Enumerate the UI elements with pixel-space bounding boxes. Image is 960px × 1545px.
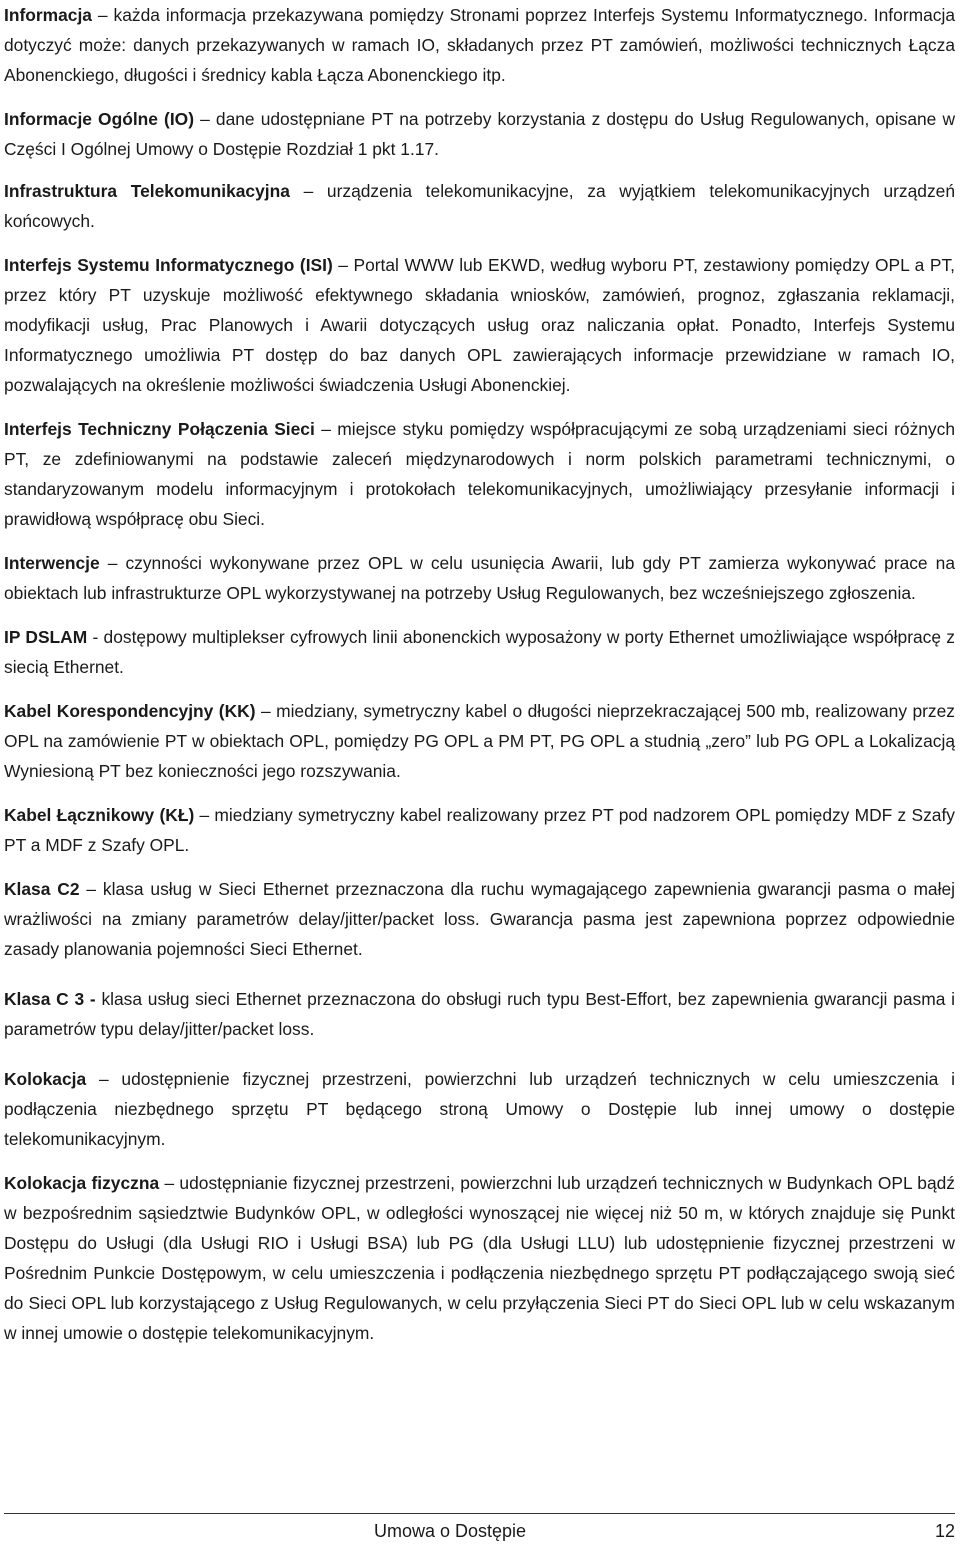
- definition-isi: [4, 250, 955, 400]
- document-body: [4, 0, 955, 1348]
- definition-text: – dane udostępniane PT na potrzeby korzystania z dostępu do Usług Regulowanych, opisane w Części I Ogólnej Umowy o Dostępie Rozdział 1 pkt 1.17.: [4, 109, 956, 159]
- definition-term: Kolokacja fizyczna: [4, 1173, 160, 1193]
- definition-text: – miedziany, symetryczny kabel o długości nieprzekraczającej 500 mb, realizowany przez OPL na zamówienie PT w obiektach OPL, pomiędzy PG OPL a PM PT, PG OPL a studnią „zero” lub PG OPL a Lokalizacją Wyniesioną PT bez konieczności jego rozszywania.: [4, 701, 955, 781]
- definition-term: Infrastruktura Telekomunikacyjna: [4, 181, 290, 201]
- definition-text: - dostępowy multiplekser cyfrowych linii abonenckich wyposażony w porty Ethernet umożliwiające współpracę z siecią Ethernet.: [4, 627, 955, 677]
- definition-kabel-lacznikowy: [4, 800, 955, 860]
- definition-term: Kabel Łącznikowy (KŁ): [4, 805, 195, 825]
- definition-kolokacja: [4, 1064, 955, 1154]
- definition-term: Informacje Ogólne (IO): [4, 109, 195, 129]
- footer-divider: [4, 1513, 955, 1514]
- definition-kolokacja-fizyczna: [4, 1168, 955, 1348]
- definition-text: – każda informacja przekazywana pomiędzy Stronami poprzez Interfejs Systemu Informatycznego. Informacja dotyczyć może: danych przekazywanych w ramach IO, składanych przez PT zamówień, możliwości technicznych Łącza Abonenckiego, długości i średnicy kabla Łącza Abonenckiego itp.: [4, 5, 955, 85]
- definition-term: Kolokacja: [4, 1069, 87, 1089]
- definition-informacje-ogolne: [4, 104, 955, 164]
- definition-informacja: [4, 0, 955, 90]
- definition-text: – udostępnianie fizycznej przestrzeni, powierzchni lub urządzeń technicznych w Budynkach OPL bądź w bezpośrednim sąsiedztwie Budynków OPL, w odległości wynoszącej nie więcej niż 50 m, w których znajduje się Punkt Dostępu do Usługi (dla Usługi RIO i Usługi BSA) lub PG (dla Usługi LLU) lub udostępnienie fizycznej przestrzeni w Pośrednim Punkcie Dostępowym, w celu umieszczenia i podłączenia niezbędnego sprzętu PT podłączającego swoją sieć do Sieci OPL lub korzystającego z Usług Regulowanych, w celu przyłączenia Sieci PT do Sieci OPL lub w celu wskazanym w innej umowie o dostępie telekomunikacyjnym.: [4, 1173, 956, 1343]
- definition-text: – miedziany symetryczny kabel realizowany przez PT pod nadzorem OPL pomiędzy MDF z Szafy PT a MDF z Szafy OPL.: [4, 805, 955, 855]
- definition-ip-dslam: [4, 622, 955, 682]
- definition-term: IP DSLAM: [4, 627, 88, 647]
- definition-term: Kabel Korespondencyjny (KK): [4, 701, 256, 721]
- definition-text: – miejsce styku pomiędzy współpracującymi ze sobą urządzeniami sieci różnych PT, ze zdefiniowanymi na podstawie zaleceń międzynarodowych i norm polskich parametrami technicznymi, o standaryzowanym modelu informacyjnym i protokołach telekomunikacyjnych, umożliwiający przesyłanie informacji i prawidłową współpracę obu Sieci.: [4, 419, 955, 529]
- definition-kabel-korespondencyjny: [4, 696, 955, 786]
- page-footer: [4, 1519, 955, 1543]
- definition-term: Interwencje: [4, 553, 100, 573]
- definition-text: klasa usług sieci Ethernet przeznaczona do obsługi ruch typu Best-Effort, bez zapewnienia gwarancji pasma i parametrów typu delay/jitter/packet loss.: [4, 989, 955, 1039]
- definition-text: – Portal WWW lub EKWD, według wyboru PT, zestawiony pomiędzy OPL a PT, przez który PT uzyskuje możliwość efektywnego składania wniosków, zamówień, prognoz, zgłaszania reklamacji, modyfikacji usług, Prac Planowych i Awarii dotyczących usług oraz naliczania opłat. Ponadto, Interfejs Systemu Informatycznego umożliwia PT dostęp do baz danych OPL zawierających informacje przewidziane w ramach IO, pozwalających na określenie możliwości świadczenia Usługi Abonenckiej.: [4, 255, 955, 395]
- footer-document-title: Umowa o Dostępie: [374, 1521, 527, 1541]
- definition-term: Interfejs Techniczny Połączenia Sieci: [4, 419, 315, 439]
- definition-text: – czynności wykonywane przez OPL w celu usunięcia Awarii, lub gdy PT zamierza wykonywać prace na obiektach lub infrastrukturze OPL wykorzystywanej na potrzeby Usług Regulowanych, bez wcześniejszego zgłoszenia.: [4, 553, 955, 603]
- definition-text: – udostępnienie fizycznej przestrzeni, powierzchni lub urządzeń technicznych w celu umieszczenia i podłączenia niezbędnego sprzętu PT będącego stroną Umowy o Dostępie lub innej umowy o dostępie telekomunikacyjnym.: [4, 1069, 955, 1149]
- definition-text: – urządzenia telekomunikacyjne, za wyjątkiem telekomunikacyjnych urządzeń końcowych.: [4, 181, 955, 231]
- definition-term: Informacja: [4, 5, 92, 25]
- definition-text: – klasa usług w Sieci Ethernet przeznaczona dla ruchu wymagającego zapewnienia gwarancji pasma o małej wrażliwości na zmiany parametrów delay/jitter/packet loss. Gwarancja pasma jest zapewniona poprzez odpowiednie zasady planowania pojemności Sieci Ethernet.: [4, 879, 956, 959]
- definition-klasa-c3: [4, 984, 955, 1044]
- definition-klasa-c2: [4, 874, 955, 964]
- definition-term: Klasa C 3 -: [4, 989, 96, 1009]
- definition-interfejs-techniczny: [4, 414, 955, 534]
- definition-interwencje: [4, 548, 955, 608]
- definition-term: Interfejs Systemu Informatycznego (ISI): [4, 255, 333, 275]
- definition-infrastruktura: [4, 176, 955, 236]
- page-number: 12: [934, 1521, 955, 1541]
- definition-term: Klasa C2: [4, 879, 80, 899]
